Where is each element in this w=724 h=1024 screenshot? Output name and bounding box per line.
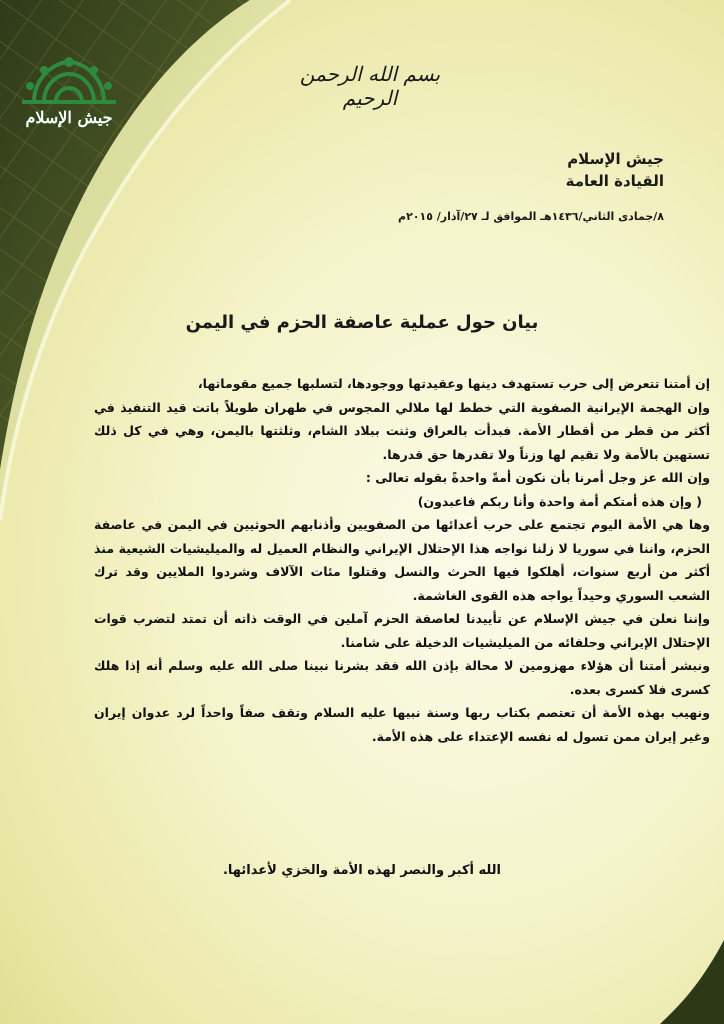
quran-quote: ( وإن هذه أمتكم أمة واحدة وأنا ربكم فاعبدون)	[417, 493, 702, 509]
issuer-header	[566, 148, 664, 192]
paragraph: ونبشر أمتنا أن هؤلاء مهزومين لا محالة بإذن الله فقد بشرنا نبينا صلى الله عليه وسلم أنه إذا هلك كسرى فلا كسرى بعده.	[94, 658, 710, 697]
paragraph: إن أمتنا تتعرض إلى حرب تستهدف دينها وعقيدتها ووجودها، لتسلبها جميع مقوماتها،	[197, 376, 710, 391]
paragraph: وإننا نعلن في جيش الإسلام عن تأييدنا لعاصفة الحزم آملين في الوقت ذاته أن تمتد لتضرب قوات الإحتلال الإيراني وحلفائه من الميليشيات الدخيلة على شامنا.	[94, 611, 710, 650]
statement-body	[94, 372, 710, 748]
closing-line: الله أكبر والنصر لهذه الأمة والخزي لأعدائها.	[222, 863, 502, 878]
jaysh-al-islam-emblem-icon	[14, 50, 124, 150]
paragraph: ونهيب بهذه الأمة أن تعتصم بكتاب ربها وسنة نبيها عليه السلام وتقف صفاً واحداً لرد عدوان إيران وغير إيران ممن تسول له نفسه الإعتداء على هذه الأمة.	[94, 705, 710, 744]
paragraph: وإن الهجمة الإيرانية الصفوية التي خطط لها ملالي المجوس في طهران طويلاً باتت قيد التنفيذ في أكثر من قطر من أقطار الأمة. فبدأت بالعراق وثنت ببلاد الشام، وثلثتها باليمن، وهي في كل ذلك تستهين بالأمة ولا تقيم لها وزناً ولا تقدرها حق قدرها.	[94, 399, 710, 462]
logo-text: جيش الإسلام	[25, 108, 113, 127]
paragraph: وها هي الأمة اليوم تجتمع على حرب أعدائها من الصفويين وأذنابهم الحوثيين في اليمن في عاصفة الحزم، واننا في سوريا لا زلنا نواجه هذا الإحتلال الإيراني والنظام العميل له والميليشيات الشيعية منذ أكثر من أربع سنوات، أهلكوا فيها الحرث والنسل وقتلوا مئات الآلاف وشردوا الملايين وقد ترك الشعب السوري وحيداً يواجه هذه القوى الغاشمة.	[94, 517, 710, 603]
date-line: ٨/جمادى الثاني/١٤٣٦هـ الموافق لـ ٢٧/آذار/ ٢٠١٥م	[398, 210, 664, 223]
paragraph: وإن الله عز وجل أمرنا بأن نكون أمةً واحدةً بقوله تعالى :	[365, 470, 710, 485]
unit-name: القيادة العامة	[565, 172, 664, 190]
org-name: جيش الإسلام	[567, 150, 664, 168]
basmala-calligraphy: بسم الله الرحمن الرحيم	[299, 62, 441, 110]
statement-title: بيان حول عملية عاصفة الحزم في اليمن	[185, 312, 539, 333]
